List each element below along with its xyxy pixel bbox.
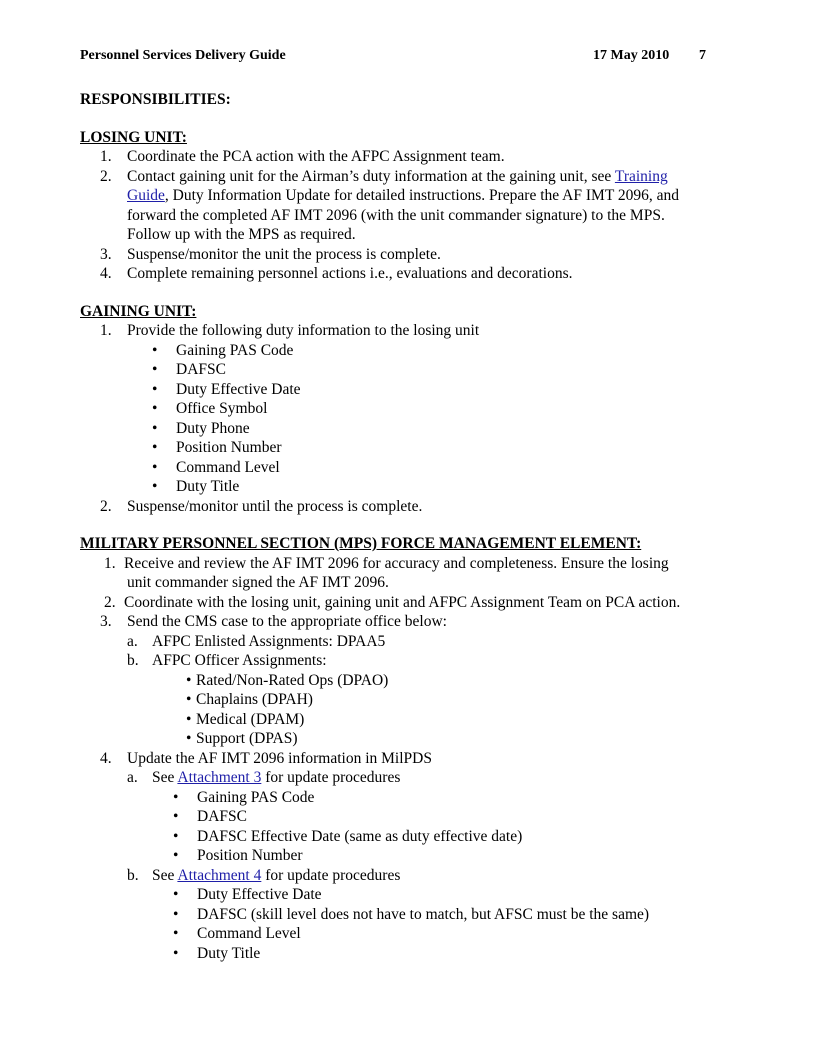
bullet-item: • DAFSC Effective Date (same as duty effective date): [173, 827, 523, 845]
document-page: [80, 48, 720, 963]
list-item: 2. Suspense/monitor until the process is complete.: [100, 497, 423, 515]
gaining-unit-heading: GAINING UNIT:: [80, 302, 197, 320]
sub-item: b. AFPC Officer Assignments:: [127, 652, 327, 669]
bullet-item: • Gaining PAS Code: [173, 788, 315, 806]
bullet-item: • Gaining PAS Code: [152, 341, 294, 359]
losing-unit-heading: LOSING UNIT:: [80, 128, 187, 146]
training-guide-link[interactable]: Training: [614, 167, 668, 185]
bullet-item: • Position Number: [173, 847, 303, 864]
list-item: 2. Contact gaining unit for the Airman’s duty information at the gaining unit, see Training: [100, 167, 668, 185]
sub-item: b. See Attachment 4 for update procedures: [127, 866, 401, 884]
list-item: 1. Receive and review the AF IMT 2096 for accuracy and completeness. Ensure the losing: [104, 554, 669, 572]
bullet-item: • Duty Effective Date: [152, 380, 301, 398]
responsibilities-heading: RESPONSIBILITIES:: [80, 91, 231, 108]
list-item: 3. Suspense/monitor the unit the process is complete.: [100, 245, 441, 263]
bullet-item: • Duty Title: [173, 944, 261, 962]
bullet-item: • Command Level: [152, 458, 280, 476]
mps-heading: MILITARY PERSONNEL SECTION (MPS) FORCE MANAGEMENT ELEMENT:: [80, 535, 642, 552]
header-date: 17 May 2010: [593, 48, 670, 63]
bullet-item: • Duty Title: [152, 478, 240, 495]
bullet-item: • DAFSC (skill level does not have to match, but AFSC must be the same): [173, 905, 650, 923]
header-title: Personnel Services Delivery Guide: [80, 48, 286, 63]
page-header: [80, 48, 720, 68]
bullet-item: • Chaplains (DPAH): [186, 691, 313, 708]
training-guide-link-cont[interactable]: Guide: [127, 187, 165, 204]
list-item: 4. Update the AF IMT 2096 information in MilPDS: [100, 749, 432, 767]
list-item: 1. Provide the following duty information to the losing unit: [100, 322, 480, 339]
list-item: 3. Send the CMS case to the appropriate office below:: [100, 613, 447, 630]
bullet-item: • Duty Phone: [152, 419, 250, 437]
bullet-item: • Medical (DPAM): [186, 710, 305, 728]
list-item: 4. Complete remaining personnel actions i.e., evaluations and decorations.: [100, 265, 573, 282]
attachment-3-link[interactable]: Attachment 3: [177, 769, 262, 786]
attachment-4-link[interactable]: Attachment 4: [177, 866, 262, 884]
list-item: 2. Coordinate with the losing unit, gaining unit and AFPC Assignment Team on PCA action.: [104, 593, 681, 611]
bullet-item: • DAFSC: [173, 808, 247, 825]
bullet-item: • Office Symbol: [152, 400, 268, 417]
list-item-continuation: Guide, Duty Information Update for detailed instructions. Prepare the AF IMT 2096, and: [127, 187, 680, 204]
bullet-item: • Duty Effective Date: [173, 886, 322, 903]
sub-item: a. See Attachment 3 for update procedures: [127, 769, 401, 786]
bullet-item: • Command Level: [173, 925, 301, 942]
bullet-item: • Rated/Non-Rated Ops (DPAO): [186, 671, 389, 689]
page-number: 7: [699, 48, 706, 63]
list-item: 1. Coordinate the PCA action with the AFPC Assignment team.: [100, 148, 505, 165]
list-item-continuation: Follow up with the MPS as required.: [127, 226, 356, 243]
list-item-continuation: unit commander signed the AF IMT 2096.: [127, 574, 389, 591]
sub-item: a. AFPC Enlisted Assignments: DPAA5: [127, 632, 386, 650]
bullet-item: • Position Number: [152, 439, 282, 456]
list-item-continuation: forward the completed AF IMT 2096 (with the unit commander signature) to the MPS.: [127, 206, 665, 224]
bullet-item: • Support (DPAS): [186, 730, 298, 747]
bullet-item: • DAFSC: [152, 361, 226, 378]
